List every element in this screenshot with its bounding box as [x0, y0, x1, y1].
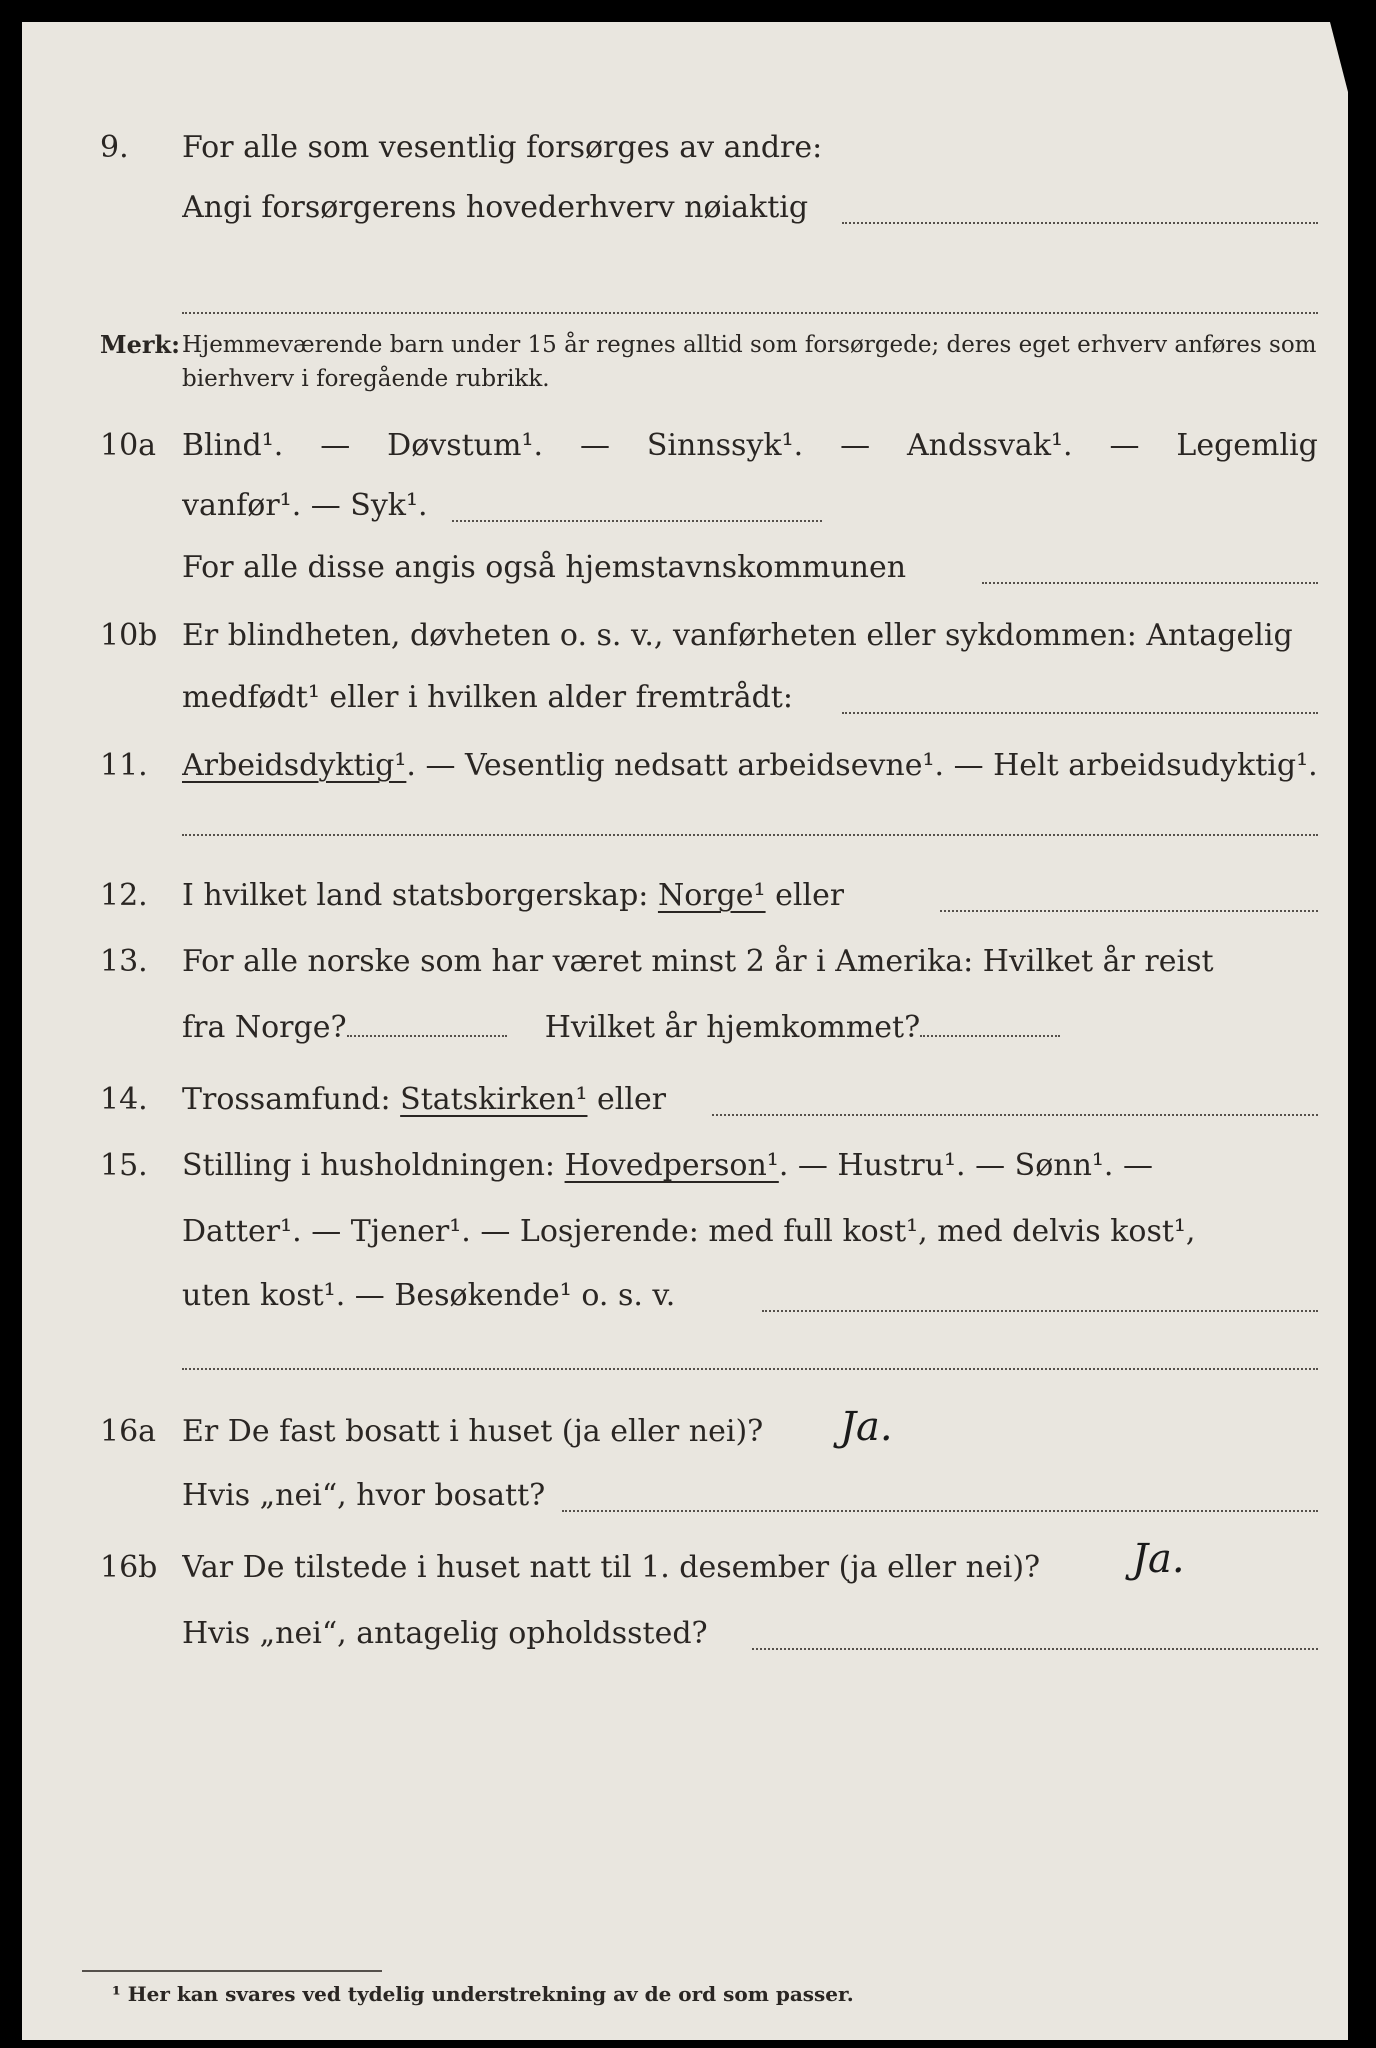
question-10a-row-2 [22, 478, 1348, 534]
question-number: 10a [100, 428, 157, 463]
question-15-row-1 [22, 1138, 1348, 1194]
question-number: 14. [100, 1082, 148, 1117]
page-corner-fold [1330, 22, 1348, 92]
question-text: Er De fast bosatt i huset (ja eller nei)? [182, 1414, 764, 1449]
note-label: Merk: [100, 330, 180, 359]
option-legemlig: Legemlig [1176, 428, 1318, 463]
handwritten-answer: Ja. [840, 1404, 893, 1450]
underlined-answer: Statskirken¹ [400, 1082, 588, 1117]
note-text: Hjemmeværende barn under 15 år regnes alltid som forsørgede; deres eget erhverv anføres som bierhverv i foregående rubrikk. [182, 332, 1317, 392]
question-text-before: I hvilket land statsborgerskap: [182, 878, 649, 913]
answer-line [182, 1368, 1318, 1370]
underlined-answer: Arbeidsdyktig¹ [182, 748, 407, 783]
question-14-row [22, 1072, 1348, 1128]
question-9-row-2 [22, 180, 1348, 236]
footnote-rule [82, 1970, 382, 1972]
question-15-row-3 [22, 1268, 1348, 1324]
question-number: 16a [100, 1414, 157, 1449]
question-10a-row-3 [22, 540, 1348, 596]
answer-line [182, 312, 1318, 314]
question-number: 11. [100, 748, 148, 783]
question-10a-row-1 [22, 418, 1348, 474]
question-text: Var De tilstede i huset natt til 1. desember (ja eller nei)? [182, 1550, 1041, 1585]
question-number: 12. [100, 878, 148, 913]
question-text-after: eller [775, 878, 845, 913]
underlined-answer: Norge¹ [657, 878, 766, 913]
question-13-row-1 [22, 934, 1348, 990]
question-number: 10b [100, 618, 158, 653]
footnote: ¹ Her kan svares ved tydelig understrekning av de ord som passer. [112, 1982, 854, 2006]
answer-line [182, 834, 1318, 836]
question-text: For alle disse angis også hjemstavnskommunen [182, 550, 907, 585]
question-11-row [22, 738, 1348, 794]
question-text-a: fra Norge? [182, 1010, 347, 1045]
question-12-row [22, 868, 1348, 924]
answer-line [842, 222, 1318, 224]
question-15-row-2 [22, 1204, 1348, 1260]
answer-line [940, 910, 1318, 912]
answer-line [762, 1310, 1318, 1312]
question-text [182, 738, 1318, 794]
answer-line [920, 1035, 1060, 1037]
option-blind: Blind¹. [182, 428, 284, 463]
answer-line [452, 520, 822, 522]
question-13-row-2 [22, 1000, 1348, 1056]
question-16b-row-2 [22, 1606, 1348, 1662]
question-16b-row-1 [22, 1536, 1348, 1596]
answer-line [842, 712, 1318, 714]
question-9-row-1 [22, 120, 1348, 176]
question-text [182, 868, 844, 924]
underlined-answer: Hovedperson¹ [564, 1148, 779, 1183]
question-text: Er blindheten, døvheten o. s. v., vanførheten eller sykdommen: Antagelig [182, 618, 1293, 653]
separator: — [1109, 428, 1140, 463]
question-text-before: Trossamfund: [182, 1082, 391, 1117]
separator: — [320, 428, 351, 463]
question-text-after: . — Hustru¹. — Sønn¹. — [778, 1148, 1154, 1183]
question-number: 9. [100, 130, 129, 165]
answer-line [562, 1510, 1318, 1512]
question-text [182, 418, 1318, 474]
question-text: Angi forsørgerens hovederhverv nøiaktig [182, 190, 809, 225]
answer-line [712, 1114, 1318, 1116]
question-16a-row-1 [22, 1404, 1348, 1460]
option-sinnssyk: Sinnssyk¹. [646, 428, 804, 463]
answer-line [752, 1648, 1318, 1650]
question-text-before: Stilling i husholdningen: [182, 1148, 556, 1183]
question-text: vanfør¹. — Syk¹. [182, 488, 428, 523]
question-text [182, 1072, 666, 1128]
question-number: 16b [100, 1550, 158, 1585]
handwritten-answer: Ja. [1132, 1536, 1185, 1582]
separator: — [840, 428, 871, 463]
question-number: 13. [100, 944, 148, 979]
question-text: Datter¹. — Tjener¹. — Losjerende: med full kost¹, med delvis kost¹, [182, 1214, 1196, 1249]
option-andssvak: Andssvak¹. [907, 428, 1073, 463]
note-block [22, 328, 1348, 408]
question-text-rest: . — Vesentlig nedsatt arbeidsevne¹. — Helt arbeidsudyktig¹. [406, 748, 1318, 783]
question-text [182, 1000, 1060, 1056]
question-number: 15. [100, 1148, 148, 1183]
question-text-after: eller [597, 1082, 667, 1117]
question-text: For alle norske som har været minst 2 år i Amerika: Hvilket år reist [182, 944, 1214, 979]
answer-line [982, 582, 1318, 584]
question-10b-row-2 [22, 670, 1348, 726]
question-10b-row-1 [22, 608, 1348, 664]
question-text: uten kost¹. — Besøkende¹ o. s. v. [182, 1278, 676, 1313]
question-text: Hvis „nei“, antagelig opholdssted? [182, 1616, 708, 1651]
question-text-b: Hvilket år hjemkommet? [544, 1010, 921, 1045]
separator: — [579, 428, 610, 463]
option-dovstum: Døvstum¹. [387, 428, 544, 463]
answer-line [347, 1035, 507, 1037]
question-text [182, 1138, 1318, 1194]
question-text: For alle som vesentlig forsørges av andre: [182, 130, 823, 165]
question-text: Hvis „nei“, hvor bosatt? [182, 1478, 546, 1513]
question-16a-row-2 [22, 1468, 1348, 1524]
question-text: medfødt¹ eller i hvilken alder fremtrådt: [182, 680, 793, 715]
census-form-page [22, 22, 1348, 2040]
